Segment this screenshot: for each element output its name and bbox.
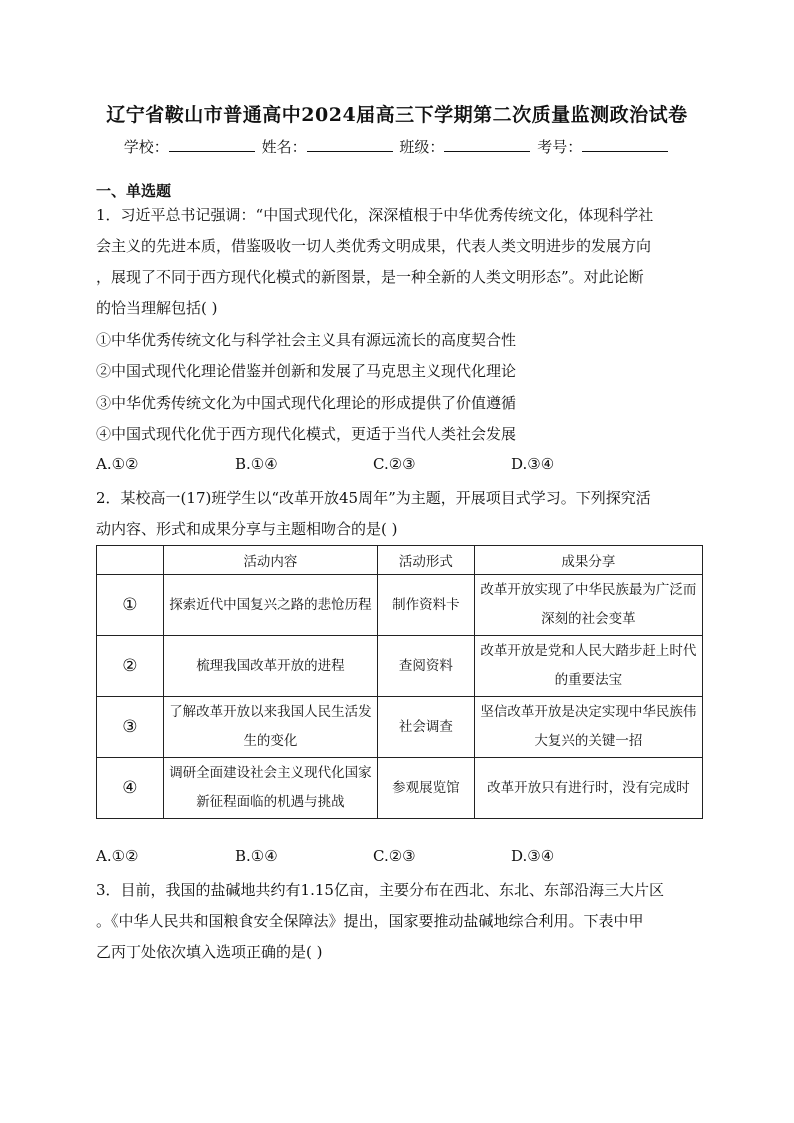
q1-option-d[interactable]: D.③④	[511, 455, 555, 473]
table-row	[97, 697, 703, 758]
exam-number-blank[interactable]	[582, 137, 668, 152]
table-cell-result: 改革开放实现了中华民族最为广泛而深刻的社会变革	[474, 575, 702, 636]
table-header-index	[97, 546, 164, 575]
table-header-content: 活动内容	[163, 546, 377, 575]
q2-option-a[interactable]: A.①②	[96, 847, 139, 865]
q2-option-b[interactable]: B.①④	[235, 847, 278, 865]
name-blank[interactable]	[307, 137, 393, 152]
q2-line-1: 2．某校高一(17)班学生以“改革开放45周年”为主题，开展项目式学习。下列探究活	[96, 489, 651, 507]
school-blank[interactable]	[169, 137, 255, 152]
q1-option-c[interactable]: C.②③	[373, 455, 416, 473]
q1-option-a[interactable]: A.①②	[96, 455, 139, 473]
table-header-row	[97, 546, 703, 575]
section-heading: 一、单选题	[96, 182, 172, 200]
q2-option-c[interactable]: C.②③	[373, 847, 416, 865]
q3-line-1: 3．目前，我国的盐碱地共约有1.15亿亩，主要分布在西北、东北、东部沿海三大片区	[96, 881, 664, 899]
table-cell-result: 坚信改革开放是决定实现中华民族伟大复兴的关键一招	[474, 697, 702, 758]
table-cell-content: 梳理我国改革开放的进程	[163, 636, 377, 697]
q2-activity-table	[96, 545, 703, 819]
q1-line-3: ，展现了不同于西方现代化模式的新图景，是一种全新的人类文明形态”。对此论断	[96, 268, 644, 286]
table-cell-index: ④	[97, 758, 164, 819]
table-cell-content: 调研全面建设社会主义现代化国家新征程面临的机遇与挑战	[163, 758, 377, 819]
q1-item-4: ④中国式现代化优于西方现代化模式，更适于当代人类社会发展	[96, 425, 517, 443]
school-label: 学校：	[123, 138, 169, 156]
q1-options	[96, 455, 696, 477]
q3-line-3: 乙丙丁处依次填入选项正确的是( )	[96, 943, 323, 961]
q1-line-4: 的恰当理解包括( )	[96, 299, 218, 317]
q3-line-2: 。《中华人民共和国粮食安全保障法》提出，国家要推动盐碱地综合利用。下表中甲	[96, 912, 644, 930]
table-header-result: 成果分享	[474, 546, 702, 575]
table-cell-index: ③	[97, 697, 164, 758]
table-cell-index: ②	[97, 636, 164, 697]
q1-item-1: ①中华优秀传统文化与科学社会主义具有源远流长的高度契合性	[96, 331, 517, 349]
class-label: 班级：	[399, 138, 445, 156]
table-cell-form: 制作资料卡	[378, 575, 475, 636]
table-cell-form: 参观展览馆	[378, 758, 475, 819]
table-row	[97, 636, 703, 697]
class-blank[interactable]	[444, 137, 530, 152]
table-cell-content: 探索近代中国复兴之路的悲怆历程	[163, 575, 377, 636]
exam-title: 辽宁省鞍山市普通高中2024届高三下学期第二次质量监测政治试卷	[106, 104, 688, 126]
table-header-form: 活动形式	[378, 546, 475, 575]
table-cell-result: 改革开放是党和人民大踏步赶上时代的重要法宝	[474, 636, 702, 697]
table-cell-index: ①	[97, 575, 164, 636]
table-cell-form: 查阅资料	[378, 636, 475, 697]
table-row	[97, 575, 703, 636]
q1-item-3: ③中华优秀传统文化为中国式现代化理论的形成提供了价值遵循	[96, 394, 517, 412]
q2-options	[96, 847, 696, 869]
q2-line-2: 动内容、形式和成果分享与主题相吻合的是( )	[96, 520, 398, 538]
table-cell-result: 改革开放只有进行时，没有完成时	[474, 758, 702, 819]
q1-line-1: 1．习近平总书记强调：“中国式现代化，深深植根于中华优秀传统文化，体现科学社	[96, 206, 654, 224]
table-row	[97, 758, 703, 819]
name-label: 姓名：	[261, 138, 307, 156]
q1-item-2: ②中国式现代化理论借鉴并创新和发展了马克思主义现代化理论	[96, 362, 517, 380]
q2-option-d[interactable]: D.③④	[511, 847, 555, 865]
exam-number-label: 考号：	[537, 138, 583, 156]
student-info-row	[0, 136, 794, 157]
table-cell-content: 了解改革开放以来我国人民生活发生的变化	[163, 697, 377, 758]
table-cell-form: 社会调查	[378, 697, 475, 758]
q1-line-2: 会主义的先进本质，借鉴吸收一切人类优秀文明成果，代表人类文明进步的发展方向	[96, 237, 652, 255]
q1-option-b[interactable]: B.①④	[235, 455, 278, 473]
